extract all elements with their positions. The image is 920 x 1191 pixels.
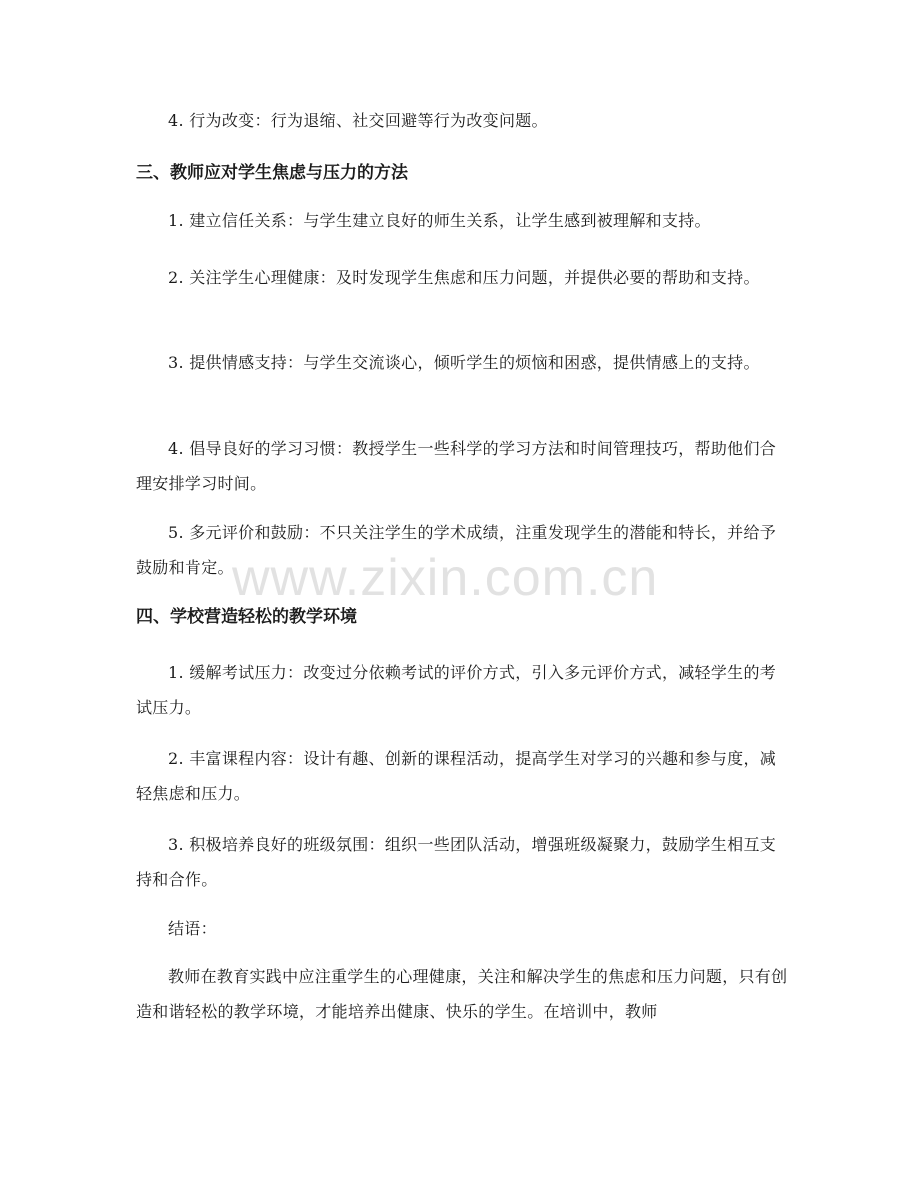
conclusion-label: 结语：	[168, 919, 217, 938]
list-item-behavior-change: 4. 行为改变：行为退缩、社交回避等行为改变问题。	[168, 111, 548, 130]
list-item-exam-pressure: 1. 缓解考试压力：改变过分依赖考试的评价方式，引入多元评价方式，减轻学生的考试压力。	[136, 663, 777, 717]
watermark: www.zixin.com.cn	[232, 549, 659, 607]
list-item-curriculum: 2. 丰富课程内容：设计有趣、创新的课程活动，提高学生对学习的兴趣和参与度，减轻焦虑和压力。	[136, 749, 777, 803]
conclusion-paragraph: 教师在教育实践中应注重学生的心理健康，关注和解决学生的焦虑和压力问题，只有创造和谐轻松的教学环境，才能培养出健康、快乐的学生。在培训中，教师	[136, 967, 788, 1021]
list-item-mental-health: 2. 关注学生心理健康：及时发现学生焦虑和压力问题，并提供必要的帮助和支持。	[168, 268, 760, 287]
list-item-class-atmosphere: 3. 积极培养良好的班级氛围：组织一些团队活动，增强班级凝聚力，鼓励学生相互支持和合作。	[136, 835, 777, 889]
section-heading-school-environment: 四、学校营造轻松的教学环境	[136, 607, 357, 627]
list-item-study-habits: 4. 倡导良好的学习习惯：教授学生一些科学的学习方法和时间管理技巧，帮助他们合理安排学习时间。	[136, 439, 777, 493]
list-item-evaluation: 5. 多元评价和鼓励：不只关注学生的学术成绩，注重发现学生的潜能和特长，并给予鼓励和肯定。	[136, 523, 777, 577]
list-item-trust: 1. 建立信任关系：与学生建立良好的师生关系，让学生感到被理解和支持。	[168, 211, 711, 230]
list-item-emotional-support: 3. 提供情感支持：与学生交流谈心，倾听学生的烦恼和困惑，提供情感上的支持。	[168, 353, 760, 372]
section-heading-teacher-methods: 三、教师应对学生焦虑与压力的方法	[136, 163, 408, 183]
